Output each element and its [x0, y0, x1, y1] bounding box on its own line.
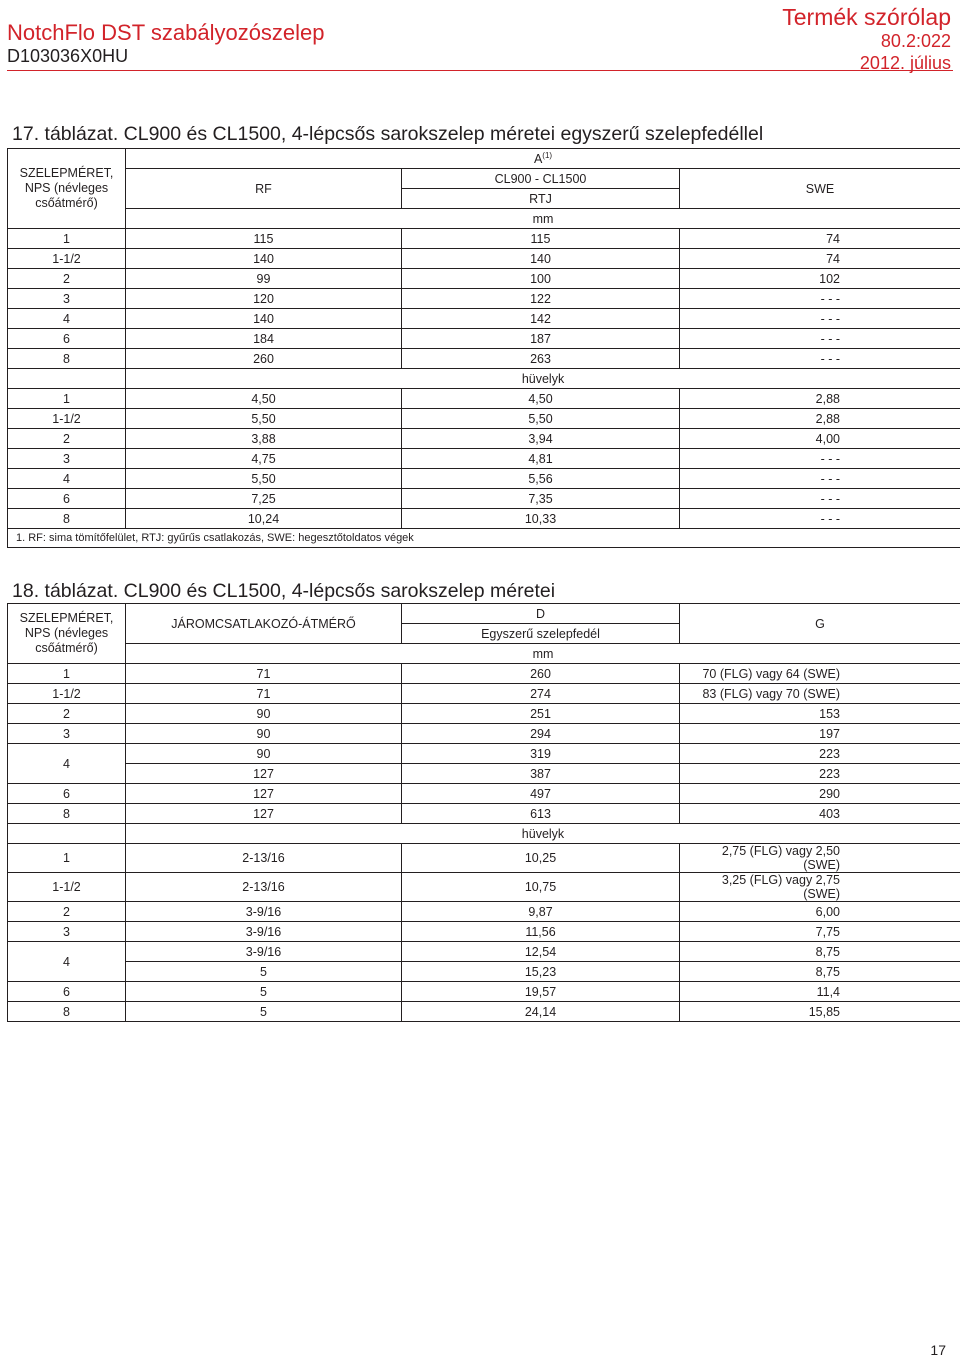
size-cell: 1	[8, 229, 126, 249]
table-row	[8, 449, 960, 469]
table-row	[8, 784, 960, 804]
size-cell: 3	[8, 724, 126, 744]
value-cell: 613	[402, 804, 680, 824]
value-cell: 100	[402, 269, 680, 289]
table-row	[8, 664, 960, 684]
table-row	[8, 704, 960, 724]
value-cell: 24,14	[402, 1002, 680, 1022]
value-cell: 4,50	[402, 389, 680, 409]
value-cell: 122	[402, 289, 680, 309]
table-row	[8, 844, 960, 873]
value-cell: 387	[402, 764, 680, 784]
value-cell: - - -	[680, 329, 960, 349]
value-cell: 251	[402, 704, 680, 724]
table-row	[8, 922, 960, 942]
size-cell: 8	[8, 1002, 126, 1022]
g-header: G	[680, 604, 960, 644]
table-17	[7, 148, 960, 548]
value-cell: 403	[680, 804, 960, 824]
value-cell: 7,75	[680, 922, 960, 942]
size-cell: 2	[8, 704, 126, 724]
document-title: NotchFlo DST szabályozószelep	[7, 20, 325, 45]
size-cell: 6	[8, 329, 126, 349]
value-cell: - - -	[680, 509, 960, 529]
value-cell: 10,25	[402, 844, 680, 873]
value-cell: 263	[402, 349, 680, 369]
size-cell: 4	[8, 942, 126, 982]
value-cell: 153	[680, 704, 960, 724]
value-cell: 3-9/16	[126, 902, 402, 922]
rtj-header: RTJ	[402, 189, 680, 209]
header-divider	[7, 70, 953, 71]
table-row	[8, 469, 960, 489]
value-cell: 9,87	[402, 902, 680, 922]
value-cell: 71	[126, 664, 402, 684]
table-row	[8, 329, 960, 349]
unit-mm: mm	[126, 209, 960, 229]
size-cell: 3	[8, 922, 126, 942]
value-cell: 127	[126, 764, 402, 784]
table-row	[8, 349, 960, 369]
value-cell: 197	[680, 724, 960, 744]
table-row	[8, 804, 960, 824]
value-cell: 12,54	[402, 942, 680, 962]
yoke-header: JÁROMCSATLAKOZÓ-ÁTMÉRŐ	[126, 604, 402, 644]
value-cell: 127	[126, 804, 402, 824]
class-header: CL900 - CL1500	[402, 169, 680, 189]
size-cell: 4	[8, 744, 126, 784]
document-ref: 80.2:022	[880, 31, 951, 51]
value-cell: 15,85	[680, 1002, 960, 1022]
document-kind: Termék szórólap	[782, 4, 951, 30]
table-17-title: 17. táblázat. CL900 és CL1500, 4-lépcsős sarokszelep méretei egyszerű szelepfedéllel	[12, 123, 764, 145]
value-cell: 127	[126, 784, 402, 804]
value-cell: 2,75 (FLG) vagy 2,50 (SWE)	[680, 844, 960, 873]
value-cell: 3,88	[126, 429, 402, 449]
value-cell: 90	[126, 744, 402, 764]
value-cell: 294	[402, 724, 680, 744]
value-cell: 5,50	[402, 409, 680, 429]
unit-mm: mm	[126, 644, 960, 664]
value-cell: 5,50	[126, 469, 402, 489]
rf-header: RF	[126, 169, 402, 209]
size-cell: 8	[8, 804, 126, 824]
value-cell: 140	[126, 249, 402, 269]
size-cell: 2	[8, 902, 126, 922]
size-cell: 8	[8, 509, 126, 529]
size-cell: 4	[8, 469, 126, 489]
value-cell: 260	[126, 349, 402, 369]
page-header-left	[7, 4, 325, 66]
table-row	[8, 873, 960, 902]
size-cell: 1-1/2	[8, 409, 126, 429]
table-row	[8, 389, 960, 409]
value-cell: 6,00	[680, 902, 960, 922]
value-cell: 115	[126, 229, 402, 249]
value-cell: 5,50	[126, 409, 402, 429]
table-row	[8, 982, 960, 1002]
a-header: $A^{(1)}$	[126, 149, 960, 169]
table-row	[8, 744, 960, 764]
size-cell: 1	[8, 844, 126, 873]
size-cell: 1	[8, 389, 126, 409]
table-row	[8, 489, 960, 509]
page-header-right	[782, 4, 951, 74]
swe-header: SWE	[680, 169, 960, 209]
value-cell: - - -	[680, 449, 960, 469]
table-row	[8, 902, 960, 922]
value-cell: 11,4	[680, 982, 960, 1002]
value-cell: 497	[402, 784, 680, 804]
table-18-title: 18. táblázat. CL900 és CL1500, 4-lépcsős sarokszelep méretei	[12, 580, 556, 602]
value-cell: 5,56	[402, 469, 680, 489]
table-row	[8, 724, 960, 744]
value-cell: 90	[126, 724, 402, 744]
value-cell: 2,88	[680, 409, 960, 429]
value-cell: 10,24	[126, 509, 402, 529]
value-cell: 4,50	[126, 389, 402, 409]
table-18	[7, 603, 960, 1022]
value-cell: 4,00	[680, 429, 960, 449]
table-row	[8, 429, 960, 449]
d-header: D	[402, 604, 680, 624]
value-cell: 140	[126, 309, 402, 329]
value-cell: 2-13/16	[126, 873, 402, 902]
size-cell: 1-1/2	[8, 684, 126, 704]
size-cell: 3	[8, 449, 126, 469]
value-cell: 5	[126, 962, 402, 982]
value-cell: - - -	[680, 309, 960, 329]
value-cell: - - -	[680, 349, 960, 369]
value-cell: 5	[126, 1002, 402, 1022]
value-cell: 274	[402, 684, 680, 704]
d-sub-header: Egyszerű szelepfedél	[402, 624, 680, 644]
value-cell: 70 (FLG) vagy 64 (SWE)	[680, 664, 960, 684]
value-cell: 8,75	[680, 962, 960, 982]
table-row	[8, 684, 960, 704]
unit-inch: hüvelyk	[126, 824, 960, 844]
size-cell: 1	[8, 664, 126, 684]
document-code: D103036X0HU	[7, 46, 129, 66]
value-cell: 2-13/16	[126, 844, 402, 873]
size-cell: 2	[8, 269, 126, 289]
value-cell: 74	[680, 229, 960, 249]
size-cell: 8	[8, 349, 126, 369]
size-cell: 4	[8, 309, 126, 329]
value-cell: 115	[402, 229, 680, 249]
value-cell: 7,35	[402, 489, 680, 509]
table-row	[8, 249, 960, 269]
table-row	[8, 269, 960, 289]
size-header: SZELEPMÉRET, NPS (névleges csőátmérő)	[8, 149, 126, 229]
value-cell: 7,25	[126, 489, 402, 509]
value-cell: 8,75	[680, 942, 960, 962]
size-cell: 6	[8, 982, 126, 1002]
table-row	[8, 509, 960, 529]
value-cell: 74	[680, 249, 960, 269]
value-cell: 3-9/16	[126, 942, 402, 962]
size-cell: 6	[8, 489, 126, 509]
value-cell: 120	[126, 289, 402, 309]
value-cell: - - -	[680, 289, 960, 309]
value-cell: - - -	[680, 469, 960, 489]
size-cell: 6	[8, 784, 126, 804]
value-cell: 142	[402, 309, 680, 329]
value-cell: 223	[680, 764, 960, 784]
value-cell: 140	[402, 249, 680, 269]
value-cell: 319	[402, 744, 680, 764]
value-cell: 3,94	[402, 429, 680, 449]
value-cell: 10,75	[402, 873, 680, 902]
table-row	[8, 764, 960, 784]
value-cell: 71	[126, 684, 402, 704]
table-row	[8, 942, 960, 962]
size-header: SZELEPMÉRET, NPS (névleges csőátmérő)	[8, 604, 126, 664]
table-row	[8, 409, 960, 429]
table-row	[8, 962, 960, 982]
value-cell: 15,23	[402, 962, 680, 982]
value-cell: 260	[402, 664, 680, 684]
size-cell: 1-1/2	[8, 249, 126, 269]
footnote: 1. RF: sima tömítőfelület, RTJ: gyűrűs csatlakozás, SWE: hegesztőtoldatos végek	[8, 529, 960, 548]
value-cell: 2,88	[680, 389, 960, 409]
table-row	[8, 1002, 960, 1022]
table-row	[8, 229, 960, 249]
value-cell: 4,75	[126, 449, 402, 469]
value-cell: 3,25 (FLG) vagy 2,75 (SWE)	[680, 873, 960, 902]
table-row	[8, 309, 960, 329]
value-cell: 4,81	[402, 449, 680, 469]
value-cell: 184	[126, 329, 402, 349]
value-cell: 11,56	[402, 922, 680, 942]
size-cell: 1-1/2	[8, 873, 126, 902]
table-row	[8, 289, 960, 309]
value-cell: 83 (FLG) vagy 70 (SWE)	[680, 684, 960, 704]
value-cell: 102	[680, 269, 960, 289]
value-cell: 223	[680, 744, 960, 764]
value-cell: 290	[680, 784, 960, 804]
value-cell: 19,57	[402, 982, 680, 1002]
value-cell: - - -	[680, 489, 960, 509]
value-cell: 90	[126, 704, 402, 724]
value-cell: 187	[402, 329, 680, 349]
value-cell: 5	[126, 982, 402, 1002]
page-number: 17	[930, 1342, 946, 1358]
document-date: 2012. július	[859, 53, 951, 73]
size-cell: 3	[8, 289, 126, 309]
value-cell: 99	[126, 269, 402, 289]
unit-inch: hüvelyk	[126, 369, 960, 389]
value-cell: 3-9/16	[126, 922, 402, 942]
size-cell: 2	[8, 429, 126, 449]
value-cell: 10,33	[402, 509, 680, 529]
